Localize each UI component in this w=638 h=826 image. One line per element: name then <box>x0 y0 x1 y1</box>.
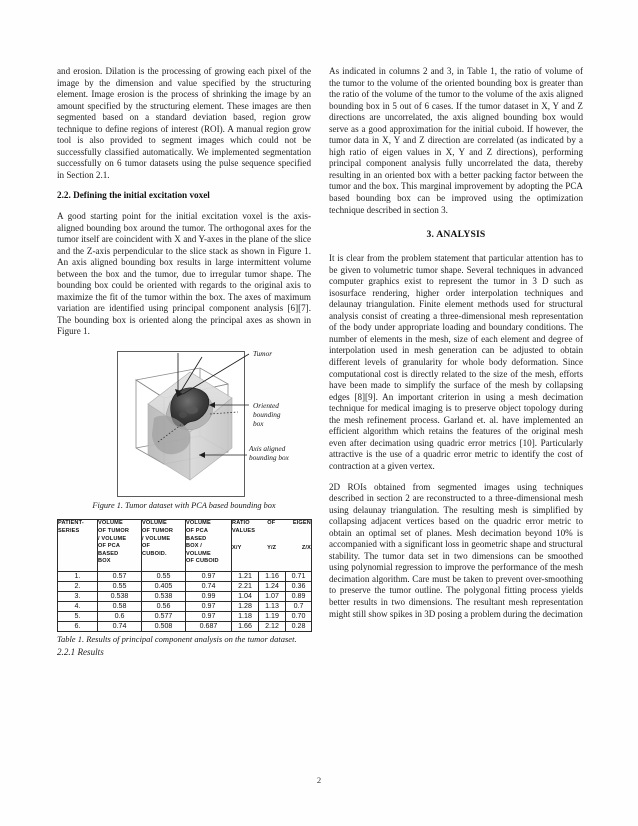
cell-yz: 1.07 <box>259 592 286 602</box>
cell-tumor-over-pca: 0.58 <box>98 602 142 612</box>
cell-xy: 1.66 <box>232 622 259 632</box>
cell-tumor-over-cuboid: 0.56 <box>142 602 186 612</box>
cell-tumor-over-cuboid: 0.508 <box>142 622 186 632</box>
table-header-row <box>58 520 312 572</box>
cell-tumor-over-cuboid: 0.55 <box>142 572 186 582</box>
right-paragraph-2: It is clear from the problem statement that particular attention has to be given to volumetric tumor shape. Several techniques in advanced computer graphics exist to represent the tumor in 3 D such as isosurface rendering, higher order interpolation techniques and delaunay triangulation. Finite element methods used for structural analysis consist of creating a three-dimensional mesh representation of the body under appropriate loading and boundary conditions. The number of elements in the mesh, size of each element and degree of interpolation used in mesh generation can be adjusted to obtain different levels of granularity for whole body deformation. Since computational cost is directly related to the size of the mesh, efforts have been made to simplify the surface of the mesh by collapsing edges [8][9]. An important criterion in using a mesh decimation technique for medical imaging is to preserve object topology during the mesh refinement process. Garland et. al. have implemented an efficient algorithm which retains the features of the original mesh even after decimation using quadric error metrics [10]. Particularly attractive is the use of a quadric error metric to identify the cost of contraction at a given vertex. <box>329 253 583 471</box>
figure-label-tumor: Tumor <box>253 348 273 358</box>
cell-series: 3. <box>58 592 98 602</box>
cell-yz: 1.13 <box>259 602 286 612</box>
cell-zx: 0.89 <box>286 592 312 602</box>
table-row <box>58 582 312 592</box>
left-paragraph-1: and erosion. Dilation is the processing of growing each pixel of the image by the dimension and value specified by the structuring element. Image erosion is the process of shrinking the image by an amount specified by the structuring element. These images are then segmented based on a standard deviation based, region grow technique to define regions of interest (ROI). A manual region grow tool is also provided to segment images which could not be successfully classified automatically. We implemented segmentation successfully on 6 tumor datasets using the pulse sequence specified in Section 2.1. <box>57 66 311 180</box>
cell-series: 1. <box>58 572 98 582</box>
table-row <box>58 612 312 622</box>
pca-results-table <box>57 519 312 632</box>
subsection-heading-2-2-1: 2.2.1 Results <box>57 647 104 658</box>
cell-yz: 1.24 <box>259 582 286 592</box>
section-heading-2-2: 2.2. Defining the initial excitation voxel <box>57 190 210 201</box>
figure-label-axis-aligned-bounding-box <box>249 444 289 462</box>
cell-zx: 0.7 <box>286 602 312 612</box>
cell-yz: 1.19 <box>259 612 286 622</box>
oriented-label-line-1: Oriented <box>253 400 279 410</box>
cell-tumor-over-cuboid: 0.577 <box>142 612 186 622</box>
header-sub-xy: X/Y <box>232 544 242 551</box>
cell-xy: 1.18 <box>232 612 259 622</box>
oriented-label-line-2: bounding <box>253 410 281 420</box>
table-row <box>58 592 312 602</box>
cell-tumor-over-cuboid: 0.538 <box>142 592 186 602</box>
axis-label-line-1: Axis aligned <box>249 443 286 453</box>
header-pca-box-over-cuboid: VOLUME OF PCA BASED BOX / VOLUME OF CUBOID <box>186 520 232 572</box>
cell-pca-over-cuboid: 0.97 <box>186 602 232 612</box>
header-sub-zx: Z/X <box>301 544 311 551</box>
cell-pca-over-cuboid: 0.97 <box>186 612 232 622</box>
cell-xy: 1.28 <box>232 602 259 612</box>
cell-tumor-over-pca: 0.55 <box>98 582 142 592</box>
cell-pca-over-cuboid: 0.74 <box>186 582 232 592</box>
cell-tumor-over-pca: 0.538 <box>98 592 142 602</box>
axis-label-line-2: bounding box <box>249 453 289 463</box>
cell-tumor-over-cuboid: 0.405 <box>142 582 186 592</box>
header-tumor-over-cuboid: VOLUME OF TUMOR / VOLUME OF CUBOID. <box>142 520 186 572</box>
header-tumor-over-pca-box: VOLUME OF TUMOR / VOLUME OF PCA BASED BOX <box>98 520 142 572</box>
cell-series: 6. <box>58 622 98 632</box>
table-body <box>58 572 312 632</box>
left-column <box>57 66 311 659</box>
table-row <box>58 602 312 612</box>
tumor-highlight <box>186 406 198 414</box>
right-paragraph-1: As indicated in columns 2 and 3, in Table 1, the ratio of volume of the tumor to the volume of the oriented bounding box is greater than the ratio of the volume of the tumor to the volume of the axis aligned bounding box in 5 out of 6 cases. If the tumor dataset in X, Y and Z directions are uncorrelated, the axis aligned bounding box would serve as a good approximation for the initial cuboid. If however, the tumor data in X, Y and Z direction are correlated (as indicated by a high ratio of eigen values in X, Y and Z directions), performing principal component analysis fully uncorrelated the data, thereby resulting in an oriented box with a better packing factor between the tumor and the box. This marginal improvement by adopting the PCA based bounding box can be improved using the optimization technique described in section 3. <box>329 66 583 215</box>
tumor-highlight-2 <box>179 412 187 418</box>
cell-xy: 1.04 <box>232 592 259 602</box>
cell-zx: 0.36 <box>286 582 312 592</box>
cell-series: 2. <box>58 582 98 592</box>
table-row <box>58 622 312 632</box>
figure-1-canvas <box>57 347 311 499</box>
oriented-label-line-3: box <box>253 419 264 429</box>
figure-1-caption: Figure 1. Tumor dataset with PCA based bounding box <box>92 500 276 510</box>
cell-pca-over-cuboid: 0.687 <box>186 622 232 632</box>
figure-label-oriented-bounding-box <box>253 401 281 429</box>
cell-tumor-over-pca: 0.57 <box>98 572 142 582</box>
cell-xy: 1.21 <box>232 572 259 582</box>
cell-yz: 2.12 <box>259 622 286 632</box>
table-row <box>58 572 312 582</box>
cell-tumor-over-pca: 0.6 <box>98 612 142 622</box>
cell-pca-over-cuboid: 0.97 <box>186 572 232 582</box>
right-paragraph-3: 2D ROIs obtained from segmented images using techniques described in section 2 are reconstructed to a three-dimensional mesh using delaunay triangulation. The resulting mesh is simplified by collapsing adjacent vertices based on the quadric error metric to obtain an optimal set of planes. Mesh decimation beyond 10% is accompanied with a significant loss in geometric shape and structural stability. The tumor data set in two dimensions can be smoothed using polynomial regression to improve the performance of the mesh decimation algorithm. Care must be taken to prevent over-smoothing to preserve the tumor outline. The polygonal fitting process yields better results in two dimensions. The resultant mesh representation might still show spikes in 3D posing a problem during the decimation <box>329 481 583 619</box>
figure-1-image <box>117 351 245 497</box>
header-sub-yz: Y/Z <box>267 544 277 551</box>
page-number: 2 <box>316 775 322 785</box>
cell-yz: 1.16 <box>259 572 286 582</box>
cell-tumor-over-pca: 0.74 <box>98 622 142 632</box>
cell-series: 5. <box>58 612 98 622</box>
cell-zx: 0.71 <box>286 572 312 582</box>
cell-xy: 2.21 <box>232 582 259 592</box>
header-eigen-value-ratios: RATIO OF EIGEN VALUES X/Y Y/Z Z/X <box>232 520 312 572</box>
cell-series: 4. <box>58 602 98 612</box>
table-1-caption: Table 1. Results of principal component analysis on the tumor dataset. <box>57 634 297 645</box>
two-column-body <box>57 66 583 659</box>
left-paragraph-2: A good starting point for the initial excitation voxel is the axis-aligned bounding box around the tumor. The orthogonal axes for the tumor itself are coincident with X and Y-axes in the plane of the slice and the Z-axis perpendicular to the slice stack as shown in Figure 1. An axis aligned bounding box results in large intermittent volume between the box and the tumor, due to irregular tumor shape. The bounding box could be oriented with regards to the original axis to maximize the fit of the tumor within the box. The axes of maximum variation are identified using principal component analysis [6][7]. The bounding box is oriented along the principal axes as shown in Figure 1. <box>57 210 311 337</box>
header-patient-series: PATIENT- SERIES <box>58 520 98 572</box>
cell-zx: 0.70 <box>286 612 312 622</box>
section-heading-3-analysis: 3. ANALYSIS <box>426 229 486 241</box>
cell-pca-over-cuboid: 0.99 <box>186 592 232 602</box>
tumor-bounding-box-illustration <box>118 352 244 496</box>
figure-1-block <box>57 347 311 512</box>
cell-zx: 0.28 <box>286 622 312 632</box>
right-column <box>329 66 583 620</box>
